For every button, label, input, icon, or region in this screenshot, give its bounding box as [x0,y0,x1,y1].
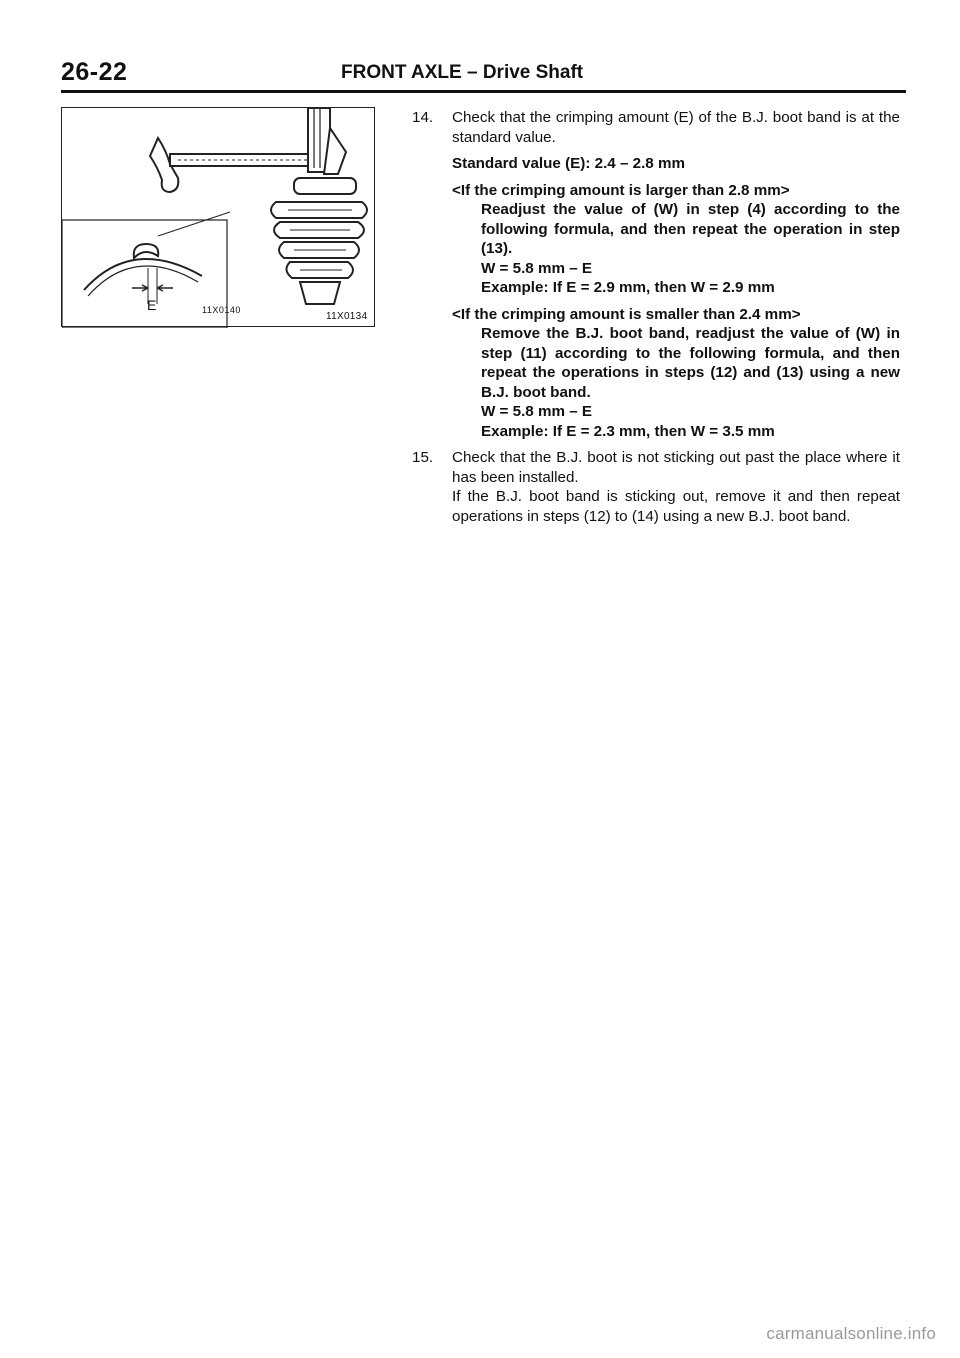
larger-instructions [452,200,900,298]
inset-crimp-loop [134,244,159,258]
smaller-instructions [452,324,900,441]
page-number: 26-22 [61,58,128,86]
condition-smaller: <If the crimping amount is smaller than 2.4 mm> [452,305,801,323]
larger-example: Example: If E = 2.9 mm, then W = 2.9 mm [481,279,775,296]
step-number: 14. [412,109,434,126]
step-15 [410,448,900,526]
section-title [341,62,583,84]
subsection-name: Drive Shaft [482,62,584,83]
inset-arrow-right [157,285,173,291]
procedure-text [410,108,900,533]
step-text: Check that the B.J. boot is not sticking out past the place where it has been installed. [452,449,900,486]
step-14 [410,108,900,441]
step-number: 15. [412,449,434,466]
leader-line [158,212,230,236]
boot-neck [300,282,340,304]
dimension-label-e: E [147,297,157,313]
section-name: FRONT AXLE [341,62,462,83]
inset-band-arc-inner [88,266,198,296]
header-rule [61,90,906,93]
standard-value: Standard value (E): 2.4 – 2.8 mm [452,155,685,172]
larger-formula: W = 5.8 mm – E [481,259,592,277]
figure-boot-band-measurement [61,107,375,327]
smaller-body: Remove the B.J. boot band, readjust the value of (W) in step (11) according to the following formula, and then repeat the operations in steps (12) and (13) using a new B.J. boot band. [481,325,900,401]
larger-body: Readjust the value of (W) in step (4) according to the following formula, and then repeat the operation in step (13). [481,201,900,257]
smaller-formula: W = 5.8 mm – E [481,403,592,420]
caliper-illustration [62,108,376,328]
main-figure-code: 11X0134 [326,311,368,322]
smaller-example: Example: If E = 2.3 mm, then W = 3.5 mm [481,422,775,440]
boot-band [294,178,356,194]
watermark-text: carmanualsonline.info [766,1324,936,1343]
title-dash: – [466,62,478,83]
step-text: Check that the crimping amount (E) of the B.J. boot band is at the standard value. [452,109,900,146]
step-text-2: If the B.J. boot band is sticking out, remove it and then repeat operations in steps (12) to (14) using a new B.J. boot band. [452,488,900,525]
page-header [61,56,906,94]
inset-arrow-left [132,285,148,291]
inset-figure-code: 11X0140 [202,305,241,315]
condition-larger: <If the crimping amount is larger than 2.8 mm> [452,181,790,199]
